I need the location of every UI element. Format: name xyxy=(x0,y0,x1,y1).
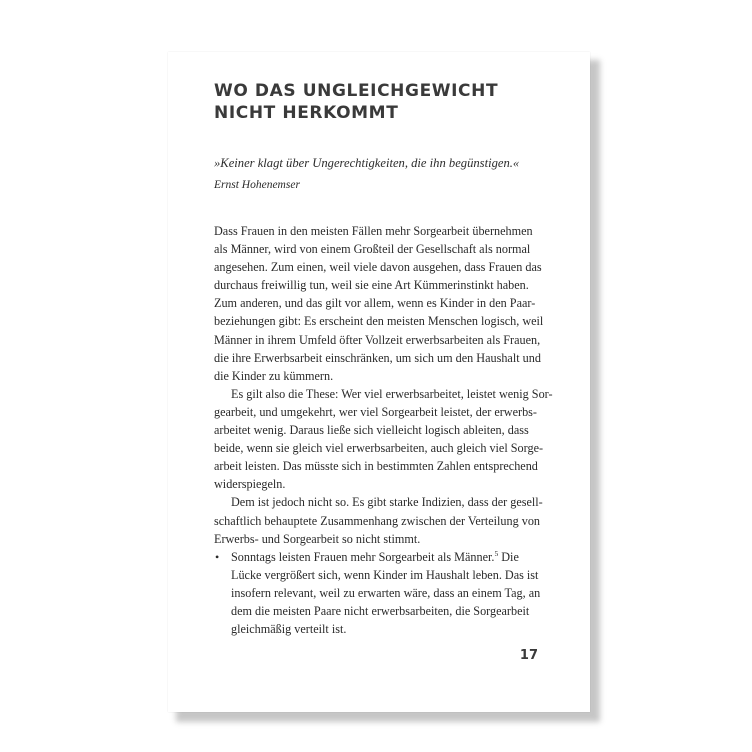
chapter-title-line-2: NICHT HERKOMMT xyxy=(214,103,399,123)
text-line: Dass Frauen in den meisten Fällen mehr Sorgearbeit übernehmen xyxy=(214,224,533,238)
text-line: die ihre Erwerbsarbeit einschränken, um sich um den Haushalt und xyxy=(214,350,541,365)
text-line: insofern relevant, weil zu erwarten wäre, dass an einem Tag, an xyxy=(231,585,541,600)
text-line: durchaus freiwillig tun, weil sie eine Art Kümmerinstinkt haben. xyxy=(214,278,529,293)
text-line: arbeitet wenig. Daraus ließe sich vielleicht logisch ableiten, dass xyxy=(214,423,529,438)
body-text xyxy=(214,222,553,638)
text-line: Zum anderen, und das gilt vor allem, wenn es Kinder in den Paar- xyxy=(214,296,536,311)
text-line: Männer in ihrem Umfeld öfter Vollzeit erwerbsarbeiten als Frauen, xyxy=(214,332,541,347)
text-line: beide, wenn sie gleich viel erwerbsarbeiten, auch gleich viel Sorge- xyxy=(214,441,544,456)
text-line: gleichmäßig verteilt ist. xyxy=(231,622,347,637)
bullet-first-line-end: Die xyxy=(498,549,519,564)
chapter-title-line-1: WO DAS UNGLEICHGEWICHT xyxy=(214,81,499,101)
text-line: widerspiegeln. xyxy=(214,477,286,492)
bullet-first-line: Sonntags leisten Frauen mehr Sorgearbeit als Männer. xyxy=(231,549,495,564)
text-line: schaftlich behauptete Zusammenhang zwischen der Verteilung von xyxy=(214,513,541,528)
text-line: Dem ist jedoch nicht so. Es gibt starke Indizien, dass der gesell- xyxy=(231,495,543,510)
text-line: Lücke vergrößert sich, wenn Kinder im Haushalt leben. Das ist xyxy=(231,567,539,582)
text-line: Es gilt also die These: Wer viel erwerbsarbeitet, leistet wenig Sor- xyxy=(231,386,553,401)
paragraph-3 xyxy=(214,493,543,547)
epigraph-author: Ernst Hohenemser xyxy=(214,179,300,191)
chapter-title xyxy=(214,80,554,124)
text-line: Erwerbs- und Sorgearbeit so nicht stimmt. xyxy=(214,531,421,546)
text-line: dem die meisten Paare nicht erwerbsarbeiten, die Sorgearbeit xyxy=(231,603,530,618)
text-line: arbeit leisten. Das müsste sich in bestimmten Zahlen entsprechend xyxy=(214,459,538,474)
book-page xyxy=(168,52,590,712)
text-line: beziehungen gibt: Es erscheint den meisten Menschen logisch, weil xyxy=(214,314,544,329)
paragraph-1 xyxy=(214,222,544,385)
footnote-reference: 5 xyxy=(494,548,499,558)
bullet-marker: • xyxy=(215,549,220,564)
page-number: 17 xyxy=(519,648,538,663)
epigraph-quote: »Keiner klagt über Ungerechtigkeiten, die ihn begünstigen.« xyxy=(214,156,520,170)
text-line xyxy=(231,548,534,566)
epigraph xyxy=(214,154,554,193)
text-line: gearbeit, und umgekehrt, wer viel Sorgearbeit leistet, der erwerbs- xyxy=(214,404,537,419)
paragraph-2 xyxy=(214,385,553,494)
bullet-item xyxy=(214,548,541,638)
text-line: als Männer, wird von einem Großteil der Gesellschaft als normal xyxy=(214,242,531,257)
text-line: die Kinder zu kümmern. xyxy=(214,368,334,383)
text-line: angesehen. Zum einen, weil viele davon ausgehen, dass Frauen das xyxy=(214,260,542,275)
